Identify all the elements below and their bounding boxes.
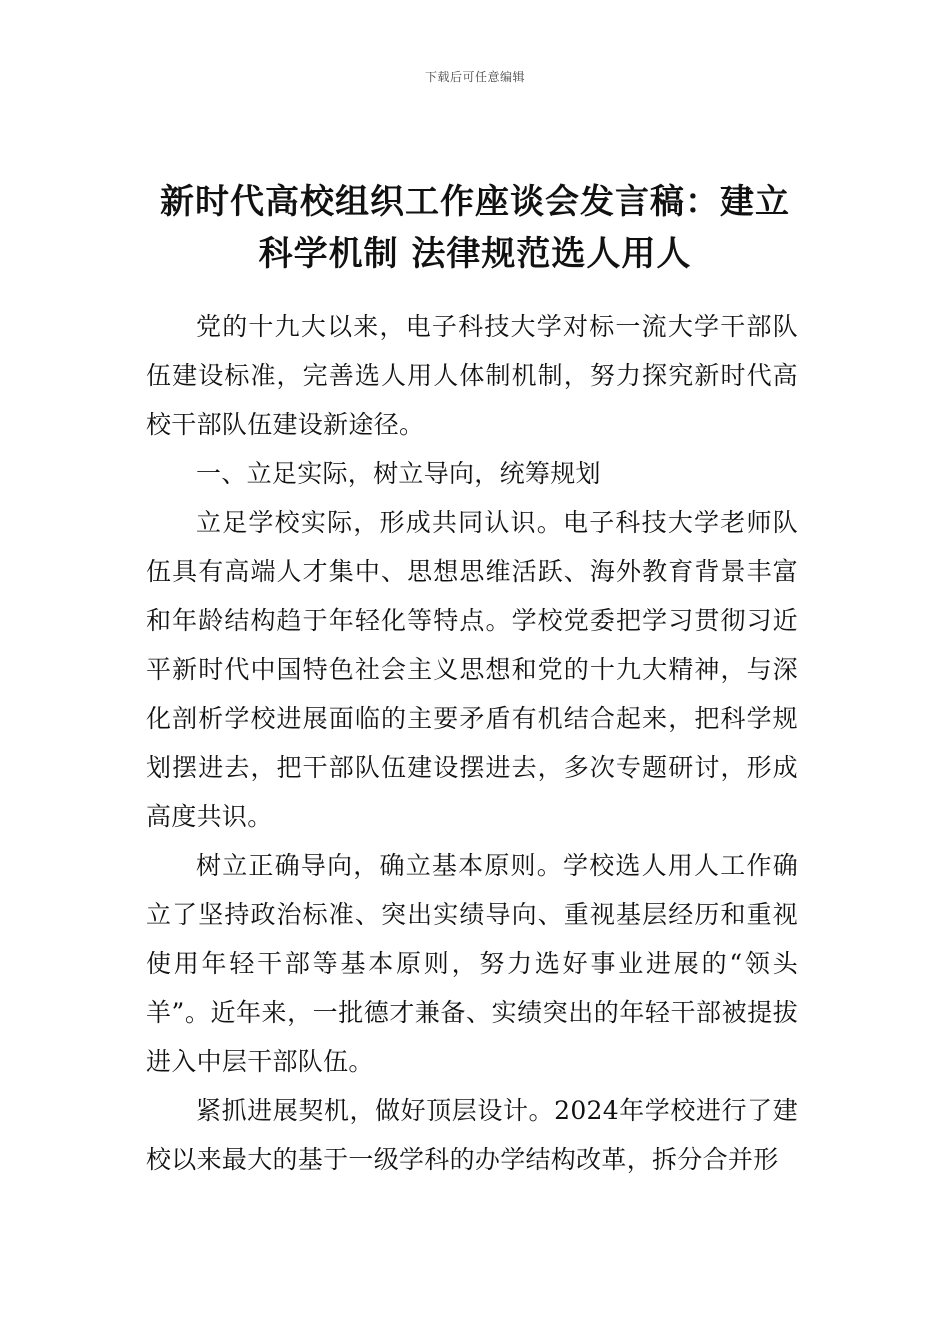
document-body — [146, 302, 798, 1184]
title-line-1: 新时代高校组织工作座谈会发言稿：建立 — [160, 182, 790, 222]
header-note: 下载后可任意编辑 — [424, 70, 525, 84]
section-heading-1: 一、立足实际，树立导向，统筹规划 — [196, 459, 601, 488]
title-line-2: 科学机制 法律规范选人用人 — [258, 234, 692, 274]
paragraph-design: 紧抓进展契机，做好顶层设计。2024年学校进行了建校以来最大的基于一级学科的办学结构改革，拆分合并形 — [146, 1096, 798, 1174]
document-title — [140, 176, 810, 280]
paragraph-consensus: 立足学校实际，形成共同认识。电子科技大学老师队伍具有高端人才集中、思想思维活跃、海外教育背景丰富和年龄结构趋于年轻化等特点。学校党委把学习贯彻习近平新时代中国特色社会主义思想和党的十九大精神，与深化剖析学校进展面临的主要矛盾有机结合起来，把科学规划摆进去，把干部队伍建设摆进去，多次专题研讨，形成高度共识。 — [146, 508, 798, 831]
paragraph-intro: 党的十九大以来，电子科技大学对标一流大学干部队伍建设标准，完善选人用人体制机制，努力探究新时代高校干部队伍建设新途径。 — [146, 312, 798, 439]
paragraph-principles: 树立正确导向，确立基本原则。学校选人用人工作确立了坚持政治标准、突出实绩导向、重视基层经历和重视使用年轻干部等基本原则，努力选好事业进展的“领头羊”。近年来，一批德才兼备、实绩突出的年轻干部被提拔进入中层干部队伍。 — [146, 851, 798, 1076]
